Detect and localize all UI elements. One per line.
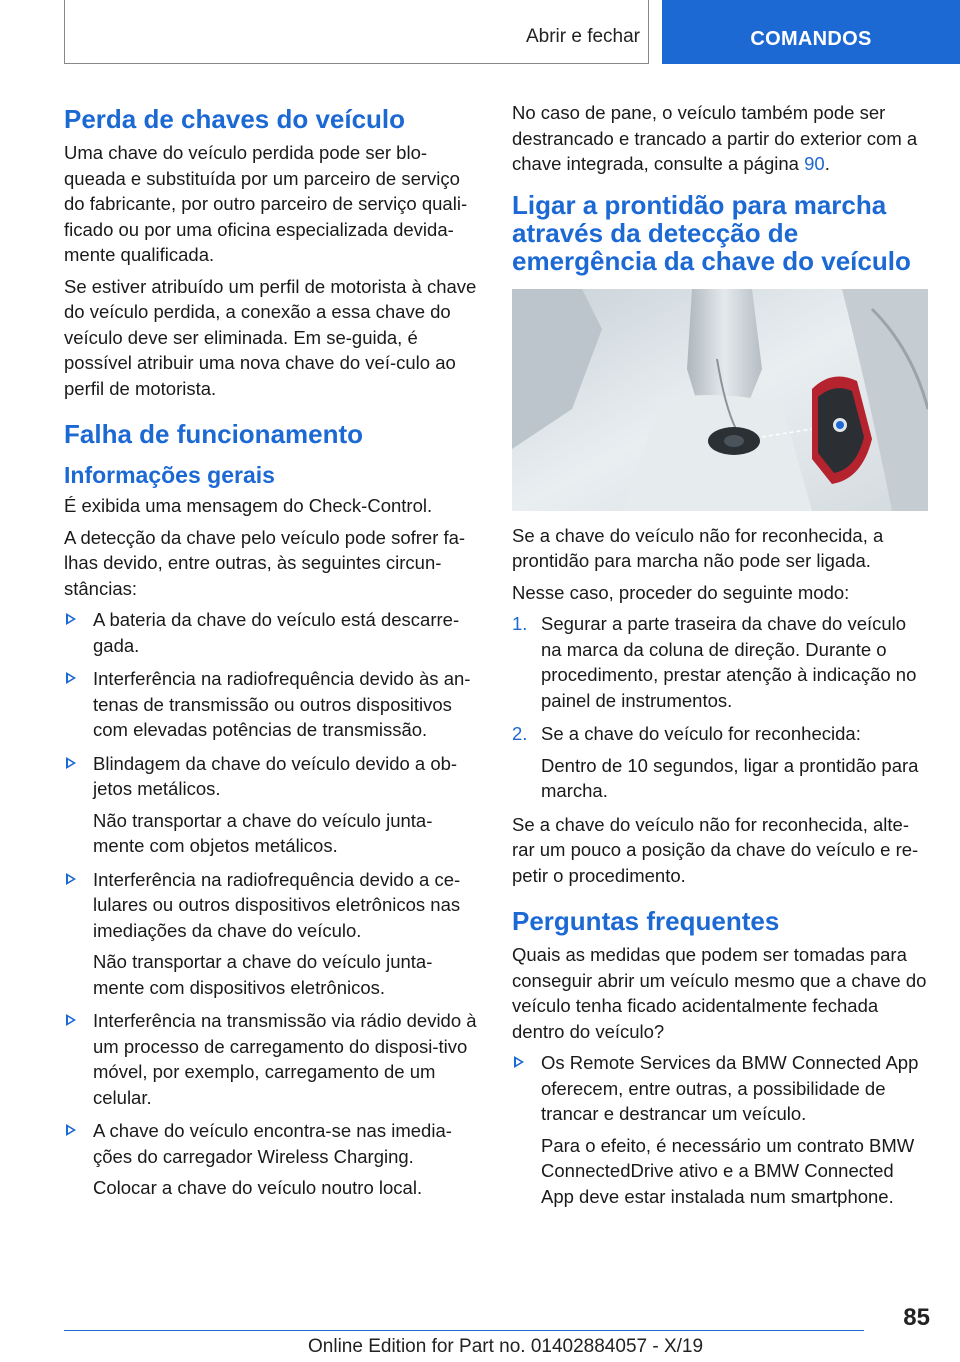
triangle-bullet-icon (514, 1056, 524, 1068)
heading-drive-ready: Ligar a prontidão para marcha através da detecção de emergência da chave do veículo (512, 189, 911, 276)
step-number: 2. (512, 723, 528, 744)
triangle-bullet-icon (66, 613, 76, 625)
page-link[interactable]: 90 (804, 153, 825, 174)
paragraph: Quais as medidas que podem ser tomadas para conseguir abrir um veículo mesmo que a chave do veículo tenha ficado acidentalmente fechada dentro do veículo? (512, 944, 927, 1042)
page-number: 85 (903, 1304, 930, 1331)
section-title: Abrir e fechar (525, 26, 640, 47)
chapter-tab[interactable]: COMANDOS (662, 0, 960, 64)
steering-column-key-illustration (512, 289, 928, 511)
list-item: Interferência na radiofrequência devido às an-tenas de transmissão ou outros dispositivos com elevadas potências de transmissão. (64, 666, 478, 743)
heading-malfunction: Falha de funcionamento (64, 419, 364, 449)
paragraph: No caso de pane, o veículo também pode ser destrancado e trancado a partir do exterior com a chave integrada, consulte a página 90. (512, 102, 918, 174)
list-item-note: Para o efeito, é necessário um contrato BMW ConnectedDrive ativo e a BMW Connected App deve estar instalada num smartphone. (541, 1134, 915, 1207)
triangle-bullet-icon (66, 873, 76, 885)
paragraph: Nesse caso, proceder do seguinte modo: (512, 581, 850, 603)
paragraph: É exibida uma mensagem do Check-Control. (64, 495, 433, 516)
paragraph: Se a chave do veículo não for reconhecida, a prontidão para marcha não pode ser ligada. (512, 524, 884, 571)
illustration-svg (512, 289, 928, 511)
triangle-bullet-icon (66, 1124, 76, 1136)
heading-faq: Perguntas frequentes (512, 906, 780, 936)
step-item: 1. Segurar a parte traseira da chave do veículo na marca da coluna de direção. Durante o procedimento, prestar atenção à indicação no painel de instrumentos. (512, 613, 917, 711)
paragraph: Se estiver atribuído um perfil de motorista à chave do veículo perdida, a conexão a essa chave do veículo deve ser eliminada. Em se-guida, é possível atribuir uma nova chave do veí-culo ao perfil de motorista. (64, 275, 477, 399)
list-item: Blindagem da chave do veículo devido a ob-jetos metálicos. Não transportar a chave do veículo junta-mente com objetos metálicos. (64, 751, 478, 859)
list-item: Interferência na transmissão via rádio devido à um processo de carregamento do disposi-tivo móvel, por exemplo, carregamento de um celular. (64, 1008, 478, 1110)
step-item: 2. Se a chave do veículo for reconhecida: Dentro de 10 segundos, ligar a prontidão para marcha. (512, 721, 930, 804)
subheading-general-info: Informações gerais (64, 462, 275, 488)
cause-list (64, 607, 478, 1201)
paragraph: Se a chave do veículo não for reconhecida, alte-rar um pouco a posição da chave do veículo e re-petir o procedimento. (512, 813, 919, 886)
triangle-bullet-icon (66, 1014, 76, 1026)
step-note: Dentro de 10 segundos, ligar a prontidão para marcha. (541, 754, 919, 801)
list-item-note: Colocar a chave do veículo noutro local. (93, 1177, 423, 1198)
triangle-bullet-icon (66, 672, 76, 684)
list-item: A bateria da chave do veículo está descarre-gada. (64, 607, 478, 658)
paragraph: A detecção da chave pelo veículo pode sofrer fa-lhas devido, entre outras, às seguintes circun-stâncias: (64, 526, 466, 599)
list-item: Os Remote Services da BMW Connected App oferecem, entre outras, a possibilidade de trancar e destrancar um veículo. Para o efeito, é necessário um contrato BMW ConnectedDrive ativo e a BMW Connected App deve estar instalada num smartphone. (512, 1050, 930, 1209)
right-column (512, 100, 930, 1217)
triangle-bullet-icon (66, 757, 76, 769)
list-item: A chave do veículo encontra-se nas imedia-ções do carregador Wireless Charging. Colocar a chave do veículo noutro local. (64, 1118, 478, 1201)
paragraph: Uma chave do veículo perdida pode ser blo-queada e substituída por um parceiro de serviço do fabricante, por outro parceiro de serviço quali-ficado ou por uma oficina especializada devida-mente qualificada. (64, 142, 468, 265)
faq-list (512, 1050, 930, 1209)
edition-note: Online Edition for Part no. 01402884057 - X/19 (308, 1336, 704, 1357)
procedure-steps (512, 611, 930, 804)
list-item: Interferência na radiofrequência devido a ce-lulares ou outros dispositivos eletrônicos nas imediações da chave do veículo. Não transportar a chave do veículo junta-mente com dispositivos eletrônicos. (64, 867, 478, 1001)
left-column (64, 100, 478, 1209)
step-number: 1. (512, 613, 528, 634)
footer-divider (64, 1330, 864, 1331)
list-item-note: Não transportar a chave do veículo junta-mente com objetos metálicos. (93, 809, 433, 856)
list-item-note: Não transportar a chave do veículo junta-mente com dispositivos eletrônicos. (93, 951, 433, 998)
heading-lost-key: Perda de chaves do veículo (64, 104, 406, 134)
